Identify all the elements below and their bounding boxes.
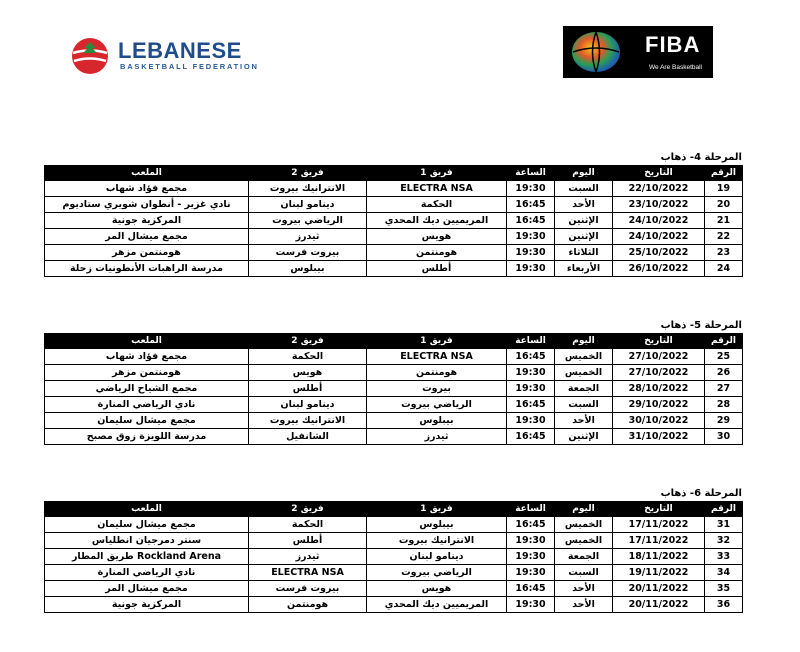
team1: هويس — [367, 229, 507, 245]
header-day: اليوم — [555, 166, 613, 181]
team2: بيروت فرست — [249, 581, 367, 597]
team2: هويس — [249, 365, 367, 381]
team1: هومنتمن — [367, 365, 507, 381]
header-date: التاريخ — [613, 502, 705, 517]
game-date: 30/10/2022 — [613, 413, 705, 429]
table-row — [45, 381, 743, 397]
game-date: 24/10/2022 — [613, 229, 705, 245]
game-time: 19:30 — [507, 597, 555, 613]
game-day: الجمعة — [555, 549, 613, 565]
team2: هومنتمن — [249, 597, 367, 613]
header-time: الساعة — [507, 334, 555, 349]
header-num: الرقم — [705, 502, 743, 517]
game-day: الإثنين — [555, 429, 613, 445]
game-number: 31 — [705, 517, 743, 533]
team1: ELECTRA NSA — [367, 349, 507, 365]
table-row — [45, 533, 743, 549]
stage-title: المرحلة 5- ذهاب — [660, 320, 742, 331]
game-date: 31/10/2022 — [613, 429, 705, 445]
table-row — [45, 581, 743, 597]
game-date: 24/10/2022 — [613, 213, 705, 229]
team2: الحكمة — [249, 517, 367, 533]
game-number: 30 — [705, 429, 743, 445]
team1: المريميين ديك المحدي — [367, 213, 507, 229]
table-row — [45, 413, 743, 429]
game-day: الأحد — [555, 597, 613, 613]
team1: ELECTRA NSA — [367, 181, 507, 197]
schedule-table — [44, 333, 743, 445]
team2: الانترانيك بيروت — [249, 181, 367, 197]
venue: مجمع ميشال المر — [45, 229, 249, 245]
game-time: 19:30 — [507, 261, 555, 277]
header-team2: فريق 2 — [249, 334, 367, 349]
game-time: 16:45 — [507, 517, 555, 533]
table-row — [45, 565, 743, 581]
game-time: 19:30 — [507, 533, 555, 549]
game-day: السبت — [555, 397, 613, 413]
game-day: الخميس — [555, 349, 613, 365]
schedule-table — [44, 501, 743, 613]
game-number: 21 — [705, 213, 743, 229]
venue: مدرسة الراهبات الأنطونيات زحلة — [45, 261, 249, 277]
team2: بيروت فرست — [249, 245, 367, 261]
game-number: 35 — [705, 581, 743, 597]
stage-title: المرحلة 6- ذهاب — [660, 488, 742, 499]
game-number: 34 — [705, 565, 743, 581]
team2: دينامو لبنان — [249, 397, 367, 413]
game-time: 19:30 — [507, 229, 555, 245]
game-number: 25 — [705, 349, 743, 365]
header-num: الرقم — [705, 166, 743, 181]
game-date: 27/10/2022 — [613, 349, 705, 365]
venue: نادي الرياضي المنارة — [45, 397, 249, 413]
game-number: 27 — [705, 381, 743, 397]
venue: سنتر دمرجيان انطلياس — [45, 533, 249, 549]
table-row — [45, 229, 743, 245]
fiba-wordmark: FIBA — [645, 32, 701, 57]
table-header-row — [45, 334, 743, 349]
federation-name: LEBANESE — [118, 38, 242, 63]
game-day: السبت — [555, 181, 613, 197]
header-time: الساعة — [507, 166, 555, 181]
venue: المركزية جونية — [45, 213, 249, 229]
game-date: 26/10/2022 — [613, 261, 705, 277]
game-number: 19 — [705, 181, 743, 197]
header-venue: الملعب — [45, 334, 249, 349]
team2: ELECTRA NSA — [249, 565, 367, 581]
header-day: اليوم — [555, 502, 613, 517]
team2: بيبلوس — [249, 261, 367, 277]
game-date: 23/10/2022 — [613, 197, 705, 213]
venue: هومنتمن مزهر — [45, 245, 249, 261]
team1: أطلس — [367, 261, 507, 277]
stage-section — [44, 487, 742, 613]
game-number: 29 — [705, 413, 743, 429]
game-number: 33 — [705, 549, 743, 565]
basketball-cedar-icon — [70, 36, 110, 76]
table-row — [45, 197, 743, 213]
game-date: 20/11/2022 — [613, 597, 705, 613]
game-date: 25/10/2022 — [613, 245, 705, 261]
venue: نادي غزير - أنطوان شويري ستاديوم — [45, 197, 249, 213]
game-day: الأحد — [555, 197, 613, 213]
team1: دينامو لبنان — [367, 549, 507, 565]
header-venue: الملعب — [45, 502, 249, 517]
game-time: 16:45 — [507, 197, 555, 213]
game-time: 19:30 — [507, 381, 555, 397]
game-date: 19/11/2022 — [613, 565, 705, 581]
table-row — [45, 397, 743, 413]
venue: مجمع فؤاد شهاب — [45, 181, 249, 197]
venue: Rockland Arena طريق المطار — [45, 549, 249, 565]
game-time: 19:30 — [507, 549, 555, 565]
table-row — [45, 245, 743, 261]
venue: المركزية جونية — [45, 597, 249, 613]
team2: الانترانيك بيروت — [249, 413, 367, 429]
game-day: الجمعة — [555, 381, 613, 397]
table-row — [45, 597, 743, 613]
header-team1: فريق 1 — [367, 334, 507, 349]
game-date: 20/11/2022 — [613, 581, 705, 597]
header-venue: الملعب — [45, 166, 249, 181]
game-day: الإثنين — [555, 229, 613, 245]
game-day: الثلاثاء — [555, 245, 613, 261]
team1: المريميين ديك المحدي — [367, 597, 507, 613]
team1: بيبلوس — [367, 517, 507, 533]
game-date: 28/10/2022 — [613, 381, 705, 397]
team2: دينامو لبنان — [249, 197, 367, 213]
game-number: 28 — [705, 397, 743, 413]
game-date: 29/10/2022 — [613, 397, 705, 413]
stage-section — [44, 319, 742, 445]
table-row — [45, 365, 743, 381]
table-row — [45, 549, 743, 565]
team1: الحكمة — [367, 197, 507, 213]
federation-subtitle: BASKETBALL FEDERATION — [120, 62, 259, 71]
game-date: 27/10/2022 — [613, 365, 705, 381]
game-day: الأحد — [555, 413, 613, 429]
team1: هويس — [367, 581, 507, 597]
venue: نادي الرياضي المنارة — [45, 565, 249, 581]
game-day: الأحد — [555, 581, 613, 597]
fiba-ball-icon — [567, 29, 625, 75]
game-time: 19:30 — [507, 181, 555, 197]
table-row — [45, 261, 743, 277]
venue: مجمع ميشال المر — [45, 581, 249, 597]
game-number: 24 — [705, 261, 743, 277]
venue: مجمع فؤاد شهاب — [45, 349, 249, 365]
game-time: 16:45 — [507, 581, 555, 597]
venue: مجمع ميشال سليمان — [45, 413, 249, 429]
team1: ثيدرز — [367, 429, 507, 445]
team2: الحكمة — [249, 349, 367, 365]
header-team2: فريق 2 — [249, 502, 367, 517]
team2: ثيدرز — [249, 549, 367, 565]
team1: الرياضي بيروت — [367, 397, 507, 413]
table-header-row — [45, 166, 743, 181]
game-date: 17/11/2022 — [613, 517, 705, 533]
stage-section — [44, 151, 742, 277]
game-number: 22 — [705, 229, 743, 245]
venue: مجمع ميشال سليمان — [45, 517, 249, 533]
game-day: الخميس — [555, 533, 613, 549]
game-day: السبت — [555, 565, 613, 581]
game-number: 36 — [705, 597, 743, 613]
team1: الرياضي بيروت — [367, 565, 507, 581]
game-number: 23 — [705, 245, 743, 261]
game-day: الإثنين — [555, 213, 613, 229]
game-time: 19:30 — [507, 365, 555, 381]
game-time: 16:45 — [507, 397, 555, 413]
table-row — [45, 213, 743, 229]
game-day: الخميس — [555, 365, 613, 381]
venue: مدرسة اللويزة زوق مصبح — [45, 429, 249, 445]
header-day: اليوم — [555, 334, 613, 349]
table-header-row — [45, 502, 743, 517]
team1: هومنتمن — [367, 245, 507, 261]
table-row — [45, 429, 743, 445]
team2: ثيدرز — [249, 229, 367, 245]
header-team1: فريق 1 — [367, 502, 507, 517]
team2: أطلس — [249, 533, 367, 549]
venue: هومنتمن مزهر — [45, 365, 249, 381]
game-day: الخميس — [555, 517, 613, 533]
game-time: 19:30 — [507, 565, 555, 581]
lebanese-federation-logo — [70, 36, 260, 76]
game-time: 19:30 — [507, 413, 555, 429]
team1: بيبلوس — [367, 413, 507, 429]
game-day: الأربعاء — [555, 261, 613, 277]
team2: الرياضي بيروت — [249, 213, 367, 229]
header-date: التاريخ — [613, 166, 705, 181]
venue: مجمع الشياح الرياضي — [45, 381, 249, 397]
game-time: 16:45 — [507, 213, 555, 229]
game-date: 17/11/2022 — [613, 533, 705, 549]
header-team2: فريق 2 — [249, 166, 367, 181]
team2: الشانفيل — [249, 429, 367, 445]
game-number: 26 — [705, 365, 743, 381]
game-date: 18/11/2022 — [613, 549, 705, 565]
game-date: 22/10/2022 — [613, 181, 705, 197]
game-time: 16:45 — [507, 349, 555, 365]
fiba-logo — [563, 26, 713, 78]
table-row — [45, 517, 743, 533]
schedule-table — [44, 165, 743, 277]
fiba-tagline: We Are Basketball — [649, 64, 702, 71]
table-row — [45, 349, 743, 365]
team2: أطلس — [249, 381, 367, 397]
header-time: الساعة — [507, 502, 555, 517]
stage-title: المرحلة 4- ذهاب — [660, 152, 742, 163]
table-row — [45, 181, 743, 197]
team1: الانترانيك بيروت — [367, 533, 507, 549]
game-number: 20 — [705, 197, 743, 213]
game-number: 32 — [705, 533, 743, 549]
header-num: الرقم — [705, 334, 743, 349]
header-date: التاريخ — [613, 334, 705, 349]
header-team1: فريق 1 — [367, 166, 507, 181]
team1: بيروت — [367, 381, 507, 397]
game-time: 19:30 — [507, 245, 555, 261]
game-time: 16:45 — [507, 429, 555, 445]
